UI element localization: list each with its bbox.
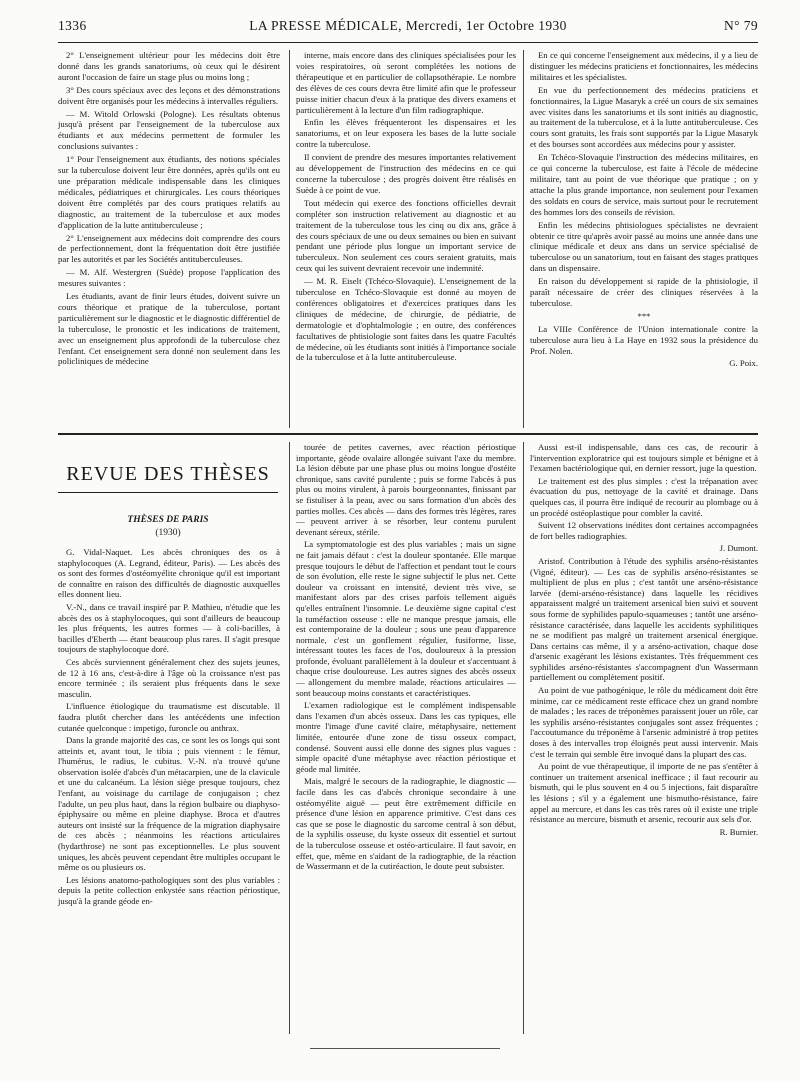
paragraph: G. Vidal-Naquet. Les abcès chroniques des os à staphylocoques (A. Legrand, éditeur, Paris). — Les abcès des os sont des formes d'ostéomyélite chronique qu'il est important de connaître en raison des difficultés de diagnostic auxquelles elles donnent lieu. xyxy=(58,547,280,600)
author-signature: R. Burnier. xyxy=(719,826,758,837)
paragraph: Au point de vue pathogénique, le rôle du médicament doit être minime, car ce médicament reste efficace chez un grand nombre de malades ; les races de tréponèmes paraissent jouer un rôle, car les syphilis arséno-résistantes conjugales sont assez fréquentes ; l'accoutumance du tréponème à l'arsenic administré à trop petites doses à des intervalles trop éloignés peut aussi intervenir. Mais c'est le terrain qui semble être invoqué dans la plupart des cas. xyxy=(530,685,758,759)
paragraph: Aristof. Contribution à l'étude des syphilis arséno-résistantes (Vigné, éditeur). — Les cas de syphilis arséno-résistantes se multiplient de plus en plus ; c'est tantôt une arséno-résistance larvée (demi-arséno-résistance) dans laquelle les récidives apparaissent malgré un traitement arsenical bien suivi et souvent sous forme de syphilides papulo-squameuses ; tantôt une arséno-résistance caractérisée, dans laquelle les accidents syphilitiques ne se modifient pas malgré un traitement arsenical énergique. Dans certains cas même, il y a arséno-activation, chaque dose d'arsenic exagérant les lésions existantes. Très fréquemment ces syphilides arséno-résistantes s'accompagnent d'un Wassermann partiellement ou complètement positif. xyxy=(530,555,758,683)
header-rule xyxy=(58,42,758,43)
top-column-2 xyxy=(296,50,516,365)
paragraph: Enfin les élèves fréquenteront les dispensaires et les sanatoriums, et on leur exposera les bases de la lutte sociale contre la tuberculose. xyxy=(296,117,516,150)
top-column-1 xyxy=(58,50,280,369)
paragraph: Suivent 12 observations inédites dont certaines accompagnées de fort belles radiographies. xyxy=(530,520,758,541)
paragraph: L'influence étiologique du traumatisme est discutable. Il faudra plutôt chercher dans les antécédents une infection cutanée quelconque : impetigo, furoncle ou anthrax. xyxy=(58,701,280,733)
paragraph: Le traitement est des plus simples : c'est la trépanation avec évacuation du pus, nettoyage de la cavité et drainage. Dans quelques cas, il pourra être indiqué de recourir au plombage ou à un procédé ostéoplastique pour combler la cavité. xyxy=(530,475,758,518)
author-signature: G. Poix. xyxy=(729,358,758,369)
paragraph: La VIIIe Conférence de l'Union internationale contre la tuberculose aura lieu à La Haye en 1932 sous la présidence du Prof. Nolen. xyxy=(530,323,758,356)
paragraph: Il convient de prendre des mesures importantes relativement au développement de l'instruction des médecins en ce qui concerne la tuberculose ; des progrès doivent être réalisés en Suède à ce point de vue. xyxy=(296,152,516,195)
column-rule xyxy=(523,50,524,428)
section-separator: *** xyxy=(637,310,651,321)
paragraph: tourée de petites cavernes, avec réaction périostique importante, géode ovalaire allongée suivant l'axe du membre. La lésion débute par une phase plus ou moins longue d'ostéite chronique, sans cavité purulente ; puis se forme l'abcès à pus plus ou moins virulent, à parois bourgeonnantes, finissant par se fistuliser à la peau, avec ou sans formation d'un abcès des parties molles. Ces abcès — dans des formes très légères, rares — peuvent arriver à se résorber, leur contenu purulent devenant séreux, stérile. xyxy=(296,442,516,537)
paragraph: En ce qui concerne l'enseignement aux médecins, il y a lieu de distinguer les médecins praticiens et fonctionnaires, les médecins militaires et les spécialistes. xyxy=(530,50,758,82)
paragraph: — M. R. Eiselt (Tchéco-Slovaquie). L'enseignement de la tuberculose en Tchéco-Slovaquie est donné au moyen de conférences obligatoires et d'exercices pratiques dans les cliniques de médecine, de chirurgie, de pédiatrie, de dermatologie et d'ophtalmologie ; en outre, des conférences facultatives de phtisiologie sont faites dans les quatre Facultés de médecine, où les étudiants sont initiés à l'importance sociale de la tuberculose et à la lutte antituberculeuse. xyxy=(296,276,516,363)
author-signature: J. Dumont. xyxy=(719,543,758,554)
paragraph: Les lésions anatomo-pathologiques sont des plus variables : depuis la petite collection enkystée sans réaction périostique, jusqu'à la grande géode en- xyxy=(58,874,280,906)
paragraph: — M. Alf. Westergren (Suède) propose l'application des mesures suivantes : xyxy=(58,267,280,289)
paragraph: La symptomatologie est des plus variables ; mais un signe ne fait jamais défaut : c'est la douleur spontanée. Elle marque presque toujours le début de l'affection et pendant tout le cours de son évolution, elle reste le signe subjectif le plus net. Cette douleur va croissant en intensité, devient très vive, se manifestant alors par des crises parfois tellement aiguës qu'elles entraînent l'insomnie. Le deuxième signe capital c'est la tuméfaction osseuse : elle ne manque presque jamais, elle est contemporaine de la douleur ; sous une peau d'apparence normale, c'est un gonflement régulier, fusiforme, lisse, intéressant toutes les faces de l'os, douloureux à la pression profonde, évoluant parallèlement à la douleur et s'accentuant à chaque crise douloureuse. Les autres signes des abcès osseux — allongement du membre malade, réactions articulaires — sont beaucoup moins constants et caractéristiques. xyxy=(296,539,516,698)
column-rule xyxy=(523,442,524,1034)
paragraph: Au point de vue thérapeutique, il importe de ne pas s'entêter à continuer un traitement arsenical inefficace ; il faut recourir au bismuth, qui le plus souvent en 4 ou 5 injections, fait disparaître les lésions ; s'il y a également une bismutho-résistance, faire appel au mercure, et dans les cas très rares où il existe une triple résistance au mercure, bismuth et arsenic, recourir aux sels d'or. xyxy=(530,761,758,825)
page-number: 1336 xyxy=(58,18,87,33)
page-header xyxy=(58,18,758,40)
section-rule xyxy=(58,433,758,435)
section-title: REVUE DES THÈSES xyxy=(66,463,270,485)
paragraph: En raison du développement si rapide de la phtisiologie, il paraît nécessaire de créer des cliniques réservées à la tuberculose. xyxy=(530,276,758,308)
revue-column-3 xyxy=(530,442,758,839)
top-column-3 xyxy=(530,50,758,371)
paragraph: Mais, malgré le secours de la radiographie, le diagnostic — facile dans les cas d'abcès chronique secondaire à une ostéomyélite aiguë — peut être extrêmement difficile en présence d'une lésion en apparence primitive. C'est dans ces cas que se pose le diagnostic du sarcome central à son début, de la syphilis osseuse, du kyste osseux dit essentiel et surtout de la tuberculose osseuse et ostéo-articulaire. Il faut savoir, en effet, que, même en s'aidant de la radiographie, de la réaction de Wassermann et de la cutiréaction, le doute peut subsister. xyxy=(296,776,516,872)
paragraph: interne, mais encore dans des cliniques spécialisées pour les voies respiratoires, où seront complétées les notions de thérapeutique et en particulier de collapsothérapie. Le nombre des élèves de ces cours devra être limité afin que le professeur puisse initier chacun d'eux à la pratique des divers examens et particulièrement à la lecture d'un film radiographique. xyxy=(296,50,516,115)
revue-column-2 xyxy=(296,442,516,874)
paragraph: Les étudiants, avant de finir leurs études, doivent suivre un cours théorique et pratique de la tuberculose, portant particulièrement sur le diagnostic et le diagnostic différentiel de la tuberculose, le pronostic et les indications de traitement, avec un enseignement plus approfondi de la tuberculose chez l'enfant. Cet enseignement sera donné non seulement dans les policliniques de médecine xyxy=(58,291,280,367)
paragraph: Tout médecin qui exerce des fonctions officielles devrait compléter son instruction relativement au diagnostic et au traitement de la tuberculose tous les cinq ou dix ans, grâce à des cours spéciaux de une ou deux semaines ou bien en suivant pendant une période plus longue un important service de tuberculeux. Non seulement ces cours seraient gratuits, mais ceux qui les suivent devraient recevoir une indemnité. xyxy=(296,197,516,274)
issue-number: N° 79 xyxy=(723,18,758,33)
paragraph: L'examen radiologique est le complément indispensable dans l'examen d'un abcès osseux. Dans les cas typiques, elle montre l'image d'une cavité claire, métaphysaire, nettement limitée, entourée d'une zone de tissu osseux compact, condensé. Souvent aussi elle donne des signes plus vagues : simple opacité d'une métaphyse avec réaction périostique et géode mal limitée. xyxy=(296,700,516,774)
subsection-title: THÈSES DE PARIS xyxy=(127,515,209,525)
paragraph: Aussi est-il indispensable, dans ces cas, de recourir à l'intervention exploratrice qui est toujours simple et bénigne et à l'examen bactériologique qui, en dernier ressort, juge la question. xyxy=(530,442,758,474)
paragraph: Dans la grande majorité des cas, ce sont les os longs qui sont atteints et, avant tout, le tibia ; puis viennent : le fémur, l'humérus, le radius, le cubitus. V.-N. n'a trouvé qu'une observation isolée d'abcès d'un métacarpien, une de la clavicule et une du calcanéum. La lésion siège presque toujours, chez l'enfant, au voisinage du cartilage de conjugaison ; chez l'adulte, un peu plus haut, dans la région bulbaire ou diaphyso-épiphysaire ou même en pleine diaphyse. Broca et d'autres auteurs ont insisté sur la fréquence de la migration diaphysaire de ces abcès ; néanmoins les réactions articulaires (hydarthrose) ne sont pas exceptionnelles. Le plus souvent uniques, les abcès peuvent cependant être multiples occupant le même os ou plusieurs os. xyxy=(58,735,280,873)
paragraph: En Tchéco-Slovaquie l'instruction des médecins militaires, en ce qui concerne la tuberculose, est faite à l'école de médecine militaire, tant au point de vue théorique que pratique ; on y attache la plus grande importance, non seulement pour l'examen des soldats en cours de service, mais surtout pour le recrutement des hommes lors des conseils de révision. xyxy=(530,152,758,217)
paragraph: — M. Witold Orlowski (Pologne). Les résultats obtenus jusqu'à présent par l'enseignement de la tuberculose aux étudiants et aux médecins permettent de formuler les conclusions suivantes : xyxy=(58,108,280,152)
journal-title: LA PRESSE MÉDICALE, Mercredi, 1er Octobre 1930 xyxy=(249,18,567,33)
paragraph: 2° L'enseignement ultérieur pour les médecins doit être donné dans les grands sanatoriums, où ceux qui le désirent auront l'occasion de faire un stage plus ou moins long ; xyxy=(58,50,280,82)
subsection-year: (1930) xyxy=(155,528,181,538)
paragraph: V.-N., dans ce travail inspiré par P. Mathieu, n'étudie que les abcès des os à staphylocoques, qui sont d'ailleurs de beaucoup les plus fréquents, les autres formes — à coli-bacilles, à bacilles d'Eberth — étant beaucoup plus rares. Il s'agit presque toujours de staphylocoque doré. xyxy=(58,601,280,655)
title-rule xyxy=(58,492,278,493)
paragraph: 3° Des cours spéciaux avec des leçons et des démonstrations doivent être organisés pour les médecins à intervalles réguliers. xyxy=(58,84,280,106)
paragraph: 2° L'enseignement aux médecins doit comprendre des cours de perfectionnement, dont la fréquentation doit être justifiée par les autorités et par les Sociétés antituberculeuses. xyxy=(58,232,280,265)
paragraph: Ces abcès surviennent généralement chez des sujets jeunes, de 12 à 16 ans, c'est-à-dire à l'âge où la croissance n'est pas encore terminée ; ils seraient plus fréquents dans le sexe masculin. xyxy=(58,656,280,699)
revue-column-1 xyxy=(58,547,280,909)
paragraph: Enfin les médecins phtisiologues spécialistes ne devraient obtenir ce titre qu'après avoir passé au moins une année dans une clinique médicale et deux ans dans un service spécialisé de tuberculose ou un sanatorium, tout en faisant des stages pratiques dans un dispensaire. xyxy=(530,219,758,274)
end-rule xyxy=(310,1048,500,1049)
paragraph: En vue du perfectionnement des médecins praticiens et fonctionnaires, la Ligue Masaryk a créé un cours de six semaines avec visites dans les sanatoriums et ils sont initiés au diagnostic, au traitement de la tuberculose, et à la lutte antituberculeuse. Ces cours sont gratuits, les frais sont supportés par la Ligue Masaryk et des bourses sont accordées aux médecins pour y assister. xyxy=(530,84,758,150)
column-rule xyxy=(289,50,290,428)
column-rule xyxy=(289,442,290,1034)
paragraph: 1° Pour l'enseignement aux étudiants, des notions spéciales sur la tuberculose doivent leur être données, après qu'ils ont eu une préparation médicale indispensable dans les cliniques médicales, pédiatriques et chirurgicales. Les cours théoriques doivent être complétés par des cours pratiques relatifs au diagnostic, au traitement de la tuberculose et aux modes d'application de la lutte antituberculeuse ; xyxy=(58,154,280,230)
